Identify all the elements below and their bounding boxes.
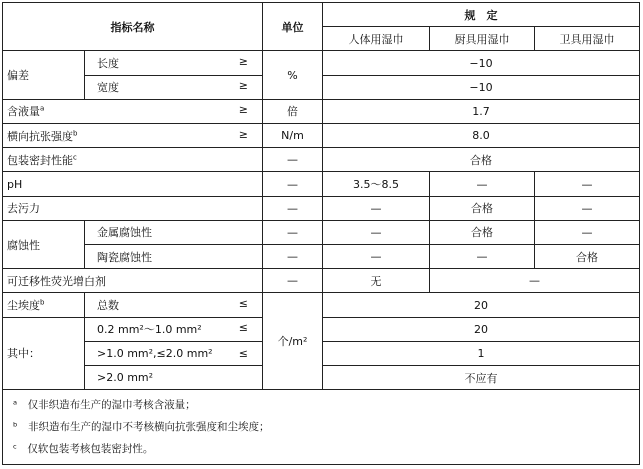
- liquid-label: 含液量: [7, 105, 40, 119]
- ceramic-bath: 合格: [535, 245, 640, 269]
- dust-range-1-label: 0.2 mm²～1.0 mm²: [97, 323, 202, 337]
- dust-among-label: 其中：: [3, 317, 85, 390]
- width-op: ≥: [238, 79, 248, 93]
- wet-wipes-spec-table: [2, 2, 640, 465]
- metal-body: —: [323, 220, 430, 244]
- row-deviation-label: 偏差: [3, 51, 85, 99]
- dust-total-value: 20: [323, 293, 640, 317]
- row-corrosion-label: 腐蚀性: [3, 220, 85, 268]
- length-value: −10: [323, 51, 640, 75]
- length-op: ≥: [238, 55, 248, 68]
- row-width: [85, 75, 263, 99]
- header-bath-wipes: 卫具用湿巾: [535, 27, 640, 51]
- header-kitchen-wipes: 厨具用湿巾: [430, 27, 535, 51]
- row-ph: pH: [3, 172, 263, 196]
- dust-sup: b: [40, 298, 45, 307]
- ph-kitchen: —: [430, 172, 535, 196]
- deviation-unit: %: [263, 51, 323, 99]
- header-body-wipes: 人体用湿巾: [323, 27, 430, 51]
- footnote-c: ᶜ 仅软包装考核包装密封性。: [13, 443, 154, 456]
- dust-range-1: [85, 317, 263, 341]
- dust-range-2-label: >1.0 mm²,≤2.0 mm²: [97, 346, 213, 360]
- dust-unit: 个/m²: [263, 293, 323, 390]
- ceramic-unit: —: [263, 245, 323, 269]
- ph-bath: —: [535, 172, 640, 196]
- dust-label: [3, 293, 85, 317]
- metal-kitchen: 合格: [430, 220, 535, 244]
- footnotes: [3, 390, 640, 465]
- tensile-unit: N/m: [263, 124, 323, 148]
- dust-total: [85, 293, 263, 317]
- row-tensile: [3, 124, 263, 148]
- fluorescent-body: 无: [323, 269, 430, 293]
- decontam-kitchen: 合格: [430, 196, 535, 220]
- width-value: −10: [323, 75, 640, 99]
- tensile-label: 横向抗张强度: [7, 129, 73, 143]
- metal-bath: —: [535, 220, 640, 244]
- ceramic-body: —: [323, 245, 430, 269]
- length-label: 长度: [97, 57, 119, 70]
- dust-range-2-value: 1: [323, 341, 640, 365]
- fluorescent-rest: —: [430, 269, 640, 293]
- tensile-value: 8.0: [323, 124, 640, 148]
- dust-range-1-op: ≤: [238, 321, 248, 335]
- dust-range-1-value: 20: [323, 317, 640, 341]
- decontam-unit: —: [263, 196, 323, 220]
- ceramic-corrosion-label: 陶瓷腐蚀性: [85, 245, 263, 269]
- liquid-unit: 倍: [263, 99, 323, 123]
- ceramic-kitchen: —: [430, 245, 535, 269]
- tensile-op: ≥: [238, 127, 248, 141]
- row-fluorescent: 可迁移性荧光增白剂: [3, 269, 263, 293]
- seal-label: 包装密封性能: [7, 153, 73, 167]
- header-regulation: 规 定: [323, 3, 640, 27]
- metal-unit: —: [263, 220, 323, 244]
- liquid-sup: a: [40, 104, 45, 113]
- width-label: 宽度: [97, 81, 119, 95]
- dust-name: 尘埃度: [7, 299, 40, 313]
- header-unit: 单位: [263, 3, 323, 51]
- seal-sup: c: [73, 153, 77, 162]
- seal-value: 合格: [323, 148, 640, 172]
- dust-range-2: [85, 341, 263, 365]
- metal-corrosion-label: 金属腐蚀性: [85, 220, 263, 244]
- dust-range-3-label: >2.0 mm²: [97, 371, 154, 385]
- ph-body: 3.5～8.5: [323, 172, 430, 196]
- dust-range-3: [85, 366, 263, 390]
- dust-total-label: 总数: [97, 299, 119, 313]
- footnote-a: ᵃ 仅非织造布生产的湿巾考核含液量；: [13, 399, 196, 412]
- decontam-body: —: [323, 196, 430, 220]
- dust-total-op: ≤: [238, 297, 248, 311]
- footnote-b: ᵇ 非织造布生产的湿巾不考核横向抗张强度和尘埃度；: [13, 421, 270, 434]
- header-indicator: 指标名称: [3, 3, 263, 51]
- row-decontam: 去污力: [3, 196, 263, 220]
- tensile-sup: b: [73, 128, 78, 137]
- ph-unit: —: [263, 172, 323, 196]
- liquid-value: 1.7: [323, 99, 640, 123]
- dust-range-2-op: ≤: [238, 346, 248, 360]
- row-length: [85, 51, 263, 75]
- decontam-bath: —: [535, 196, 640, 220]
- dust-range-3-value: 不应有: [323, 366, 640, 390]
- fluorescent-unit: —: [263, 269, 323, 293]
- seal-unit: —: [263, 148, 323, 172]
- liquid-op: ≥: [238, 103, 248, 117]
- row-seal: [3, 148, 263, 172]
- row-liquid: [3, 99, 263, 123]
